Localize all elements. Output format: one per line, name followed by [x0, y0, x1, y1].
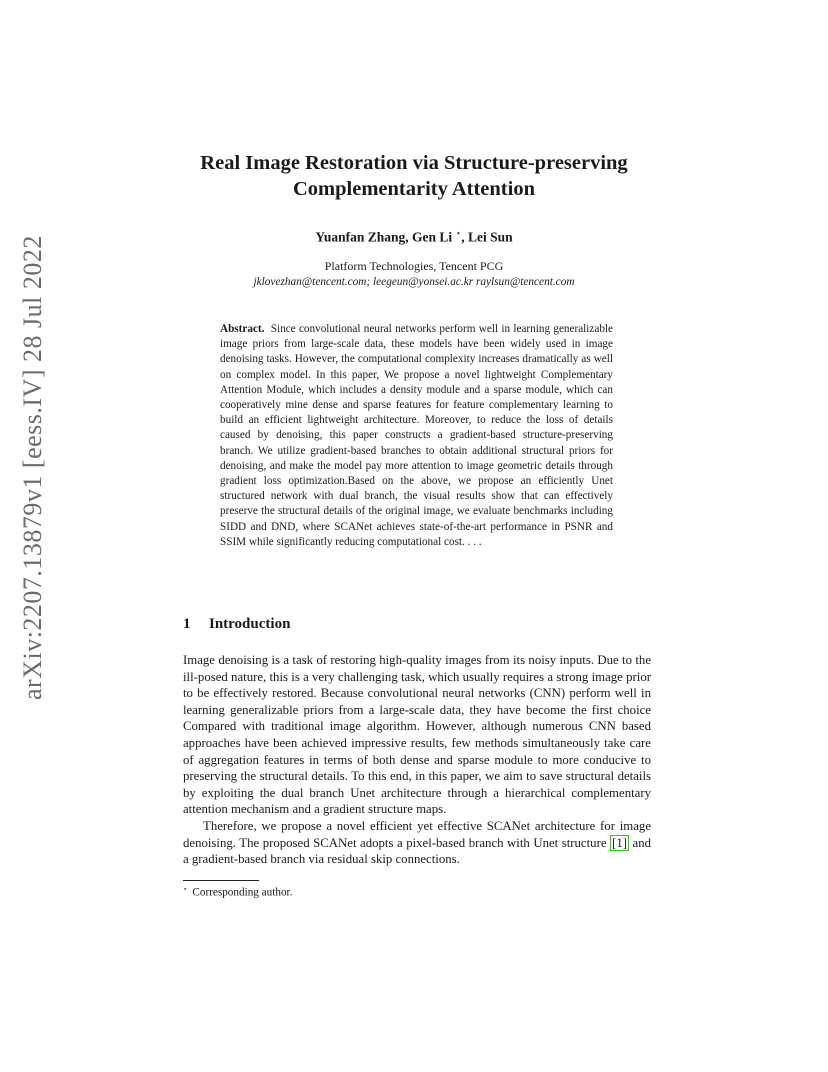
citation-number: 1 [616, 835, 623, 850]
intro-paragraph-1: Image denoising is a task of restoring high-quality images from its noisy inputs. Due to the ill-posed nature, this is a very challenging task, which usually requires a strong image prior to be effectively restored. Because convolutional neural networks (CNN) perform well in learning generalizable priors from a large-scale data, they have become the first choice Compared with traditional image algorithm. However, although numerous CNN based approaches have been achieved impressive results, few methods simultaneously take care of aggregation features in terms of both dense and sparse module to more conducive to preserving the structural details. To this end, in this paper, we aim to save structural details by exploiting the dual branch Unet architecture through a hierarchical complementary attention mechanism and a gradient structure maps. [183, 653, 651, 817]
section-number: 1 [183, 616, 191, 632]
footnote-mark: ⋆ [183, 885, 188, 893]
abstract [220, 322, 613, 550]
author-list [120, 228, 708, 246]
footnote-text: Corresponding author. [192, 886, 293, 899]
title-line-2: Complementarity Attention [293, 178, 535, 200]
section-title: Introduction [209, 616, 291, 632]
abstract-text: Since convolutional neural networks perform well in learning generalizable image priors from large-scale data, these models have been widely used in image denoising tasks. However, the computational complexity increases dramatically as well on complex model. In this paper, We propose a novel lightweight Complementary Attention Module, which includes a density module and a sparse module, which can cooperatively mine dense and sparse features for feature complementary learning to build an efficient lightweight architecture. Moreover, to reduce the loss of details caused by denoising, this paper constructs a gradient-based structure-preserving branch. We utilize gradient-based branches to obtain additional structural priors for denoising, and make the model pay more attention to image geometric details through gradient loss optimization.Based on the above, we propose an efficiently Unet structured network with dual branch, the visual results show that can effectively preserve the structural details of the original image, we evaluate benchmarks including SIDD and DND, where SCANet achieves state-of-the-art performance in PSNR and SSIM while significantly reducing computational cost. . . . [220, 323, 613, 548]
author-names: Yuanfan Zhang, Gen Li [315, 229, 453, 245]
section-heading-introduction [183, 616, 290, 633]
intro-paragraph-2 [183, 818, 651, 868]
intro-paragraph-2-start: Therefore, we propose a novel efficient yet effective SCANet architecture for image denoising. The proposed SCANet adopts a pixel-based branch with Unet structure [183, 818, 651, 850]
introduction-body [183, 652, 651, 868]
author-last: , Lei Sun [461, 229, 513, 245]
author-emails: jklovezhan@tencent.com; leegeun@yonsei.ac.kr raylsun@tencent.com [253, 276, 575, 288]
footnote-rule [183, 880, 259, 881]
intro-paragraph-2-end: and a gradient-based branch via residual skip connections. [183, 835, 651, 867]
affiliation-block [120, 258, 708, 290]
affiliation-org: Platform Technologies, Tencent PCG [324, 259, 504, 273]
arxiv-stamp: arXiv:2207.13879v1 [eess.IV] 28 Jul 2022 [18, 235, 47, 700]
paper-title [120, 150, 708, 202]
abstract-label: Abstract. [220, 323, 265, 335]
corresponding-star: ⋆ [455, 228, 462, 238]
footnote [183, 885, 292, 899]
title-line-1: Real Image Restoration via Structure-preserving [200, 152, 628, 174]
citation-link[interactable]: [1] [612, 835, 627, 850]
